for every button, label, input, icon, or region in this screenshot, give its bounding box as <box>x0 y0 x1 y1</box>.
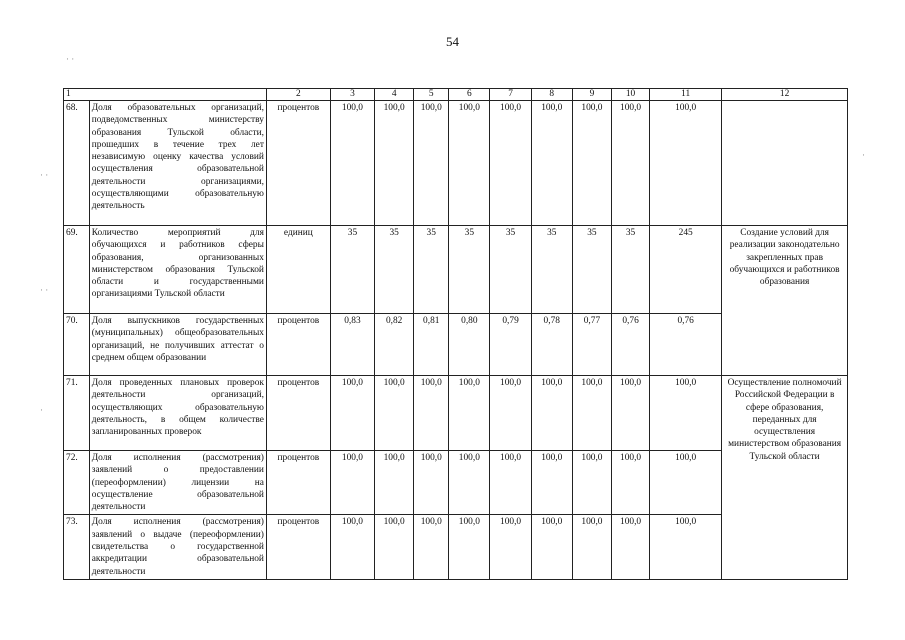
value-cell: 35 <box>414 226 449 314</box>
row-number: 68. <box>64 101 90 226</box>
value-cell: 100,0 <box>612 101 650 226</box>
value-cell: 100,0 <box>572 515 611 579</box>
scan-speck: · · <box>40 285 49 295</box>
value-cell: 35 <box>612 226 650 314</box>
header-cell-12: 12 <box>722 89 848 101</box>
table-row <box>64 101 848 226</box>
value-cell: 100,0 <box>612 515 650 579</box>
value-cell: 245 <box>650 226 722 314</box>
value-cell: 0,76 <box>650 314 722 376</box>
value-cell: 100,0 <box>330 376 374 451</box>
header-cell-7: 7 <box>490 89 531 101</box>
unit: процентов <box>266 515 330 579</box>
scan-speck: · <box>862 150 865 160</box>
note-cell-empty <box>722 101 848 226</box>
table-row <box>64 226 848 314</box>
header-cell-8: 8 <box>531 89 572 101</box>
row-number: 71. <box>64 376 90 451</box>
value-cell: 35 <box>375 226 414 314</box>
value-cell: 100,0 <box>330 451 374 515</box>
value-cell: 100,0 <box>490 376 531 451</box>
unit: единиц <box>266 226 330 314</box>
value-cell: 100,0 <box>612 376 650 451</box>
indicator-name: Доля выпускников государственных (муниципальных) общеобразовательных организаций, не получивших аттестат о среднем общем образовании <box>89 314 266 376</box>
value-cell: 100,0 <box>490 101 531 226</box>
indicator-name: Доля исполнения (рассмотрения) заявлений о выдаче (переоформлении) свидетельства о государственной аккредитации образовательной деятельности <box>89 515 266 579</box>
header-cell-2: 2 <box>266 89 330 101</box>
value-cell: 0,77 <box>572 314 611 376</box>
value-cell: 35 <box>531 226 572 314</box>
indicator-name: Доля исполнения (рассмотрения) заявлений о предоставлении (переоформлении) лицензии на осуществление образовательной деятельности <box>89 451 266 515</box>
value-cell: 100,0 <box>531 451 572 515</box>
value-cell: 100,0 <box>375 101 414 226</box>
value-cell: 100,0 <box>490 515 531 579</box>
value-cell: 100,0 <box>375 376 414 451</box>
value-cell: 100,0 <box>375 515 414 579</box>
value-cell: 100,0 <box>375 451 414 515</box>
unit: процентов <box>266 451 330 515</box>
indicator-name: Доля образовательных организаций, подведомственных министерству образования Тульской области, прошедших в течение трех лет независимую оценку качества условий осуществления образовательной деятельности организациями, осуществляющими образовательную деятельность <box>89 101 266 226</box>
value-cell: 100,0 <box>572 376 611 451</box>
note-cell: Создание условий для реализации законодательно закрепленных прав обучающихся и работников образования <box>722 226 848 376</box>
value-cell: 100,0 <box>449 101 490 226</box>
indicator-name: Количество мероприятий для обучающихся и работников сферы образования, организованных министерством образования Тульской области и государственными организациями Тульской области <box>89 226 266 314</box>
value-cell: 100,0 <box>650 376 722 451</box>
value-cell: 100,0 <box>572 101 611 226</box>
value-cell: 0,80 <box>449 314 490 376</box>
value-cell: 100,0 <box>650 515 722 579</box>
value-cell: 35 <box>330 226 374 314</box>
value-cell: 100,0 <box>449 515 490 579</box>
row-number: 73. <box>64 515 90 579</box>
table-row <box>64 376 848 451</box>
value-cell: 0,76 <box>612 314 650 376</box>
value-cell: 100,0 <box>572 451 611 515</box>
value-cell: 100,0 <box>650 101 722 226</box>
value-cell: 35 <box>490 226 531 314</box>
value-cell: 100,0 <box>414 451 449 515</box>
header-row <box>64 89 848 101</box>
value-cell: 100,0 <box>414 515 449 579</box>
value-cell: 100,0 <box>449 376 490 451</box>
row-number: 70. <box>64 314 90 376</box>
value-cell: 0,78 <box>531 314 572 376</box>
note-cell: Осуществление полномочий Российской Федерации в сфере образования, переданных для осуществления министерством образования Тульской области <box>722 376 848 580</box>
value-cell: 100,0 <box>612 451 650 515</box>
header-cell-11: 11 <box>650 89 722 101</box>
value-cell: 100,0 <box>414 376 449 451</box>
row-number: 72. <box>64 451 90 515</box>
value-cell: 35 <box>572 226 611 314</box>
header-cell-3: 3 <box>330 89 374 101</box>
value-cell: 100,0 <box>330 101 374 226</box>
value-cell: 0,82 <box>375 314 414 376</box>
header-cell-10: 10 <box>612 89 650 101</box>
scan-speck: · <box>40 405 43 415</box>
scan-speck: · · <box>40 170 49 180</box>
value-cell: 100,0 <box>414 101 449 226</box>
header-cell-9: 9 <box>572 89 611 101</box>
header-cell-1: 1 <box>64 89 267 101</box>
value-cell: 100,0 <box>330 515 374 579</box>
page-number: 54 <box>446 34 459 49</box>
value-cell: 0,81 <box>414 314 449 376</box>
value-cell: 100,0 <box>449 451 490 515</box>
value-cell: 100,0 <box>650 451 722 515</box>
value-cell: 0,83 <box>330 314 374 376</box>
unit: процентов <box>266 376 330 451</box>
header-cell-4: 4 <box>375 89 414 101</box>
scan-speck: · · <box>66 54 75 64</box>
value-cell: 100,0 <box>531 101 572 226</box>
row-number: 69. <box>64 226 90 314</box>
indicators-table <box>63 88 848 580</box>
value-cell: 35 <box>449 226 490 314</box>
unit: процентов <box>266 314 330 376</box>
value-cell: 100,0 <box>531 376 572 451</box>
unit: процентов <box>266 101 330 226</box>
indicator-name: Доля проведенных плановых проверок деятельности организаций, осуществляющих образовательную деятельность, в общем количестве запланированных проверок <box>89 376 266 451</box>
value-cell: 100,0 <box>531 515 572 579</box>
header-cell-5: 5 <box>414 89 449 101</box>
value-cell: 0,79 <box>490 314 531 376</box>
header-cell-6: 6 <box>449 89 490 101</box>
value-cell: 100,0 <box>490 451 531 515</box>
